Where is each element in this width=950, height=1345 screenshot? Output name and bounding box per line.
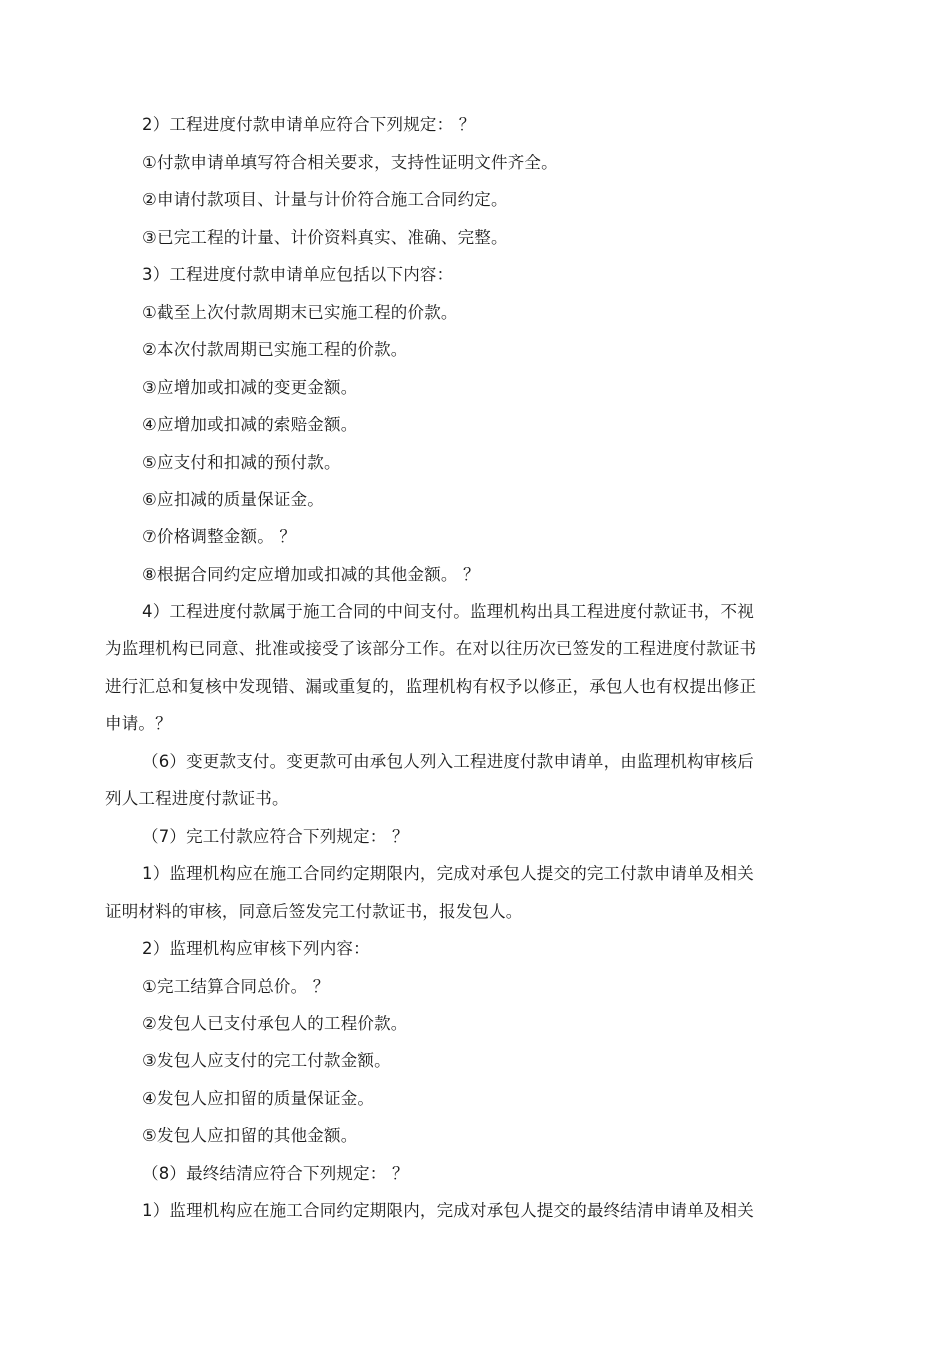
text-line: ①完工结算合同总价。 ？ [142, 977, 330, 996]
text-line: ①截至上次付款周期末已实施工程的价款。 [142, 303, 458, 322]
text-line: ⑦价格调整金额。 ？ [142, 527, 297, 546]
text-line: ②申请付款项目、计量与计价符合施工合同约定。 [142, 190, 508, 209]
text-line: 4）工程进度付款属于施工合同的中间支付。监理机构出具工程进度付款证书，不视 [142, 602, 754, 621]
text-line: 2）工程进度付款申请单应符合下列规定： ？ [142, 115, 476, 134]
text-line: ③应增加或扣减的变更金额。 [142, 378, 358, 397]
text-line: 1）监理机构应在施工合同约定期限内，完成对承包人提交的最终结清申请单及相关 [142, 1201, 754, 1220]
text-line: ⑥应扣减的质量保证金。 [142, 490, 324, 509]
text-line: （8）最终结清应符合下列规定： ？ [142, 1164, 409, 1183]
text-line: 1）监理机构应在施工合同约定期限内，完成对承包人提交的完工付款申请单及相关 [142, 864, 754, 883]
text-line: 列人工程进度付款证书。 [105, 789, 289, 808]
text-line: 证明材料的审核，同意后签发完工付款证书，报发包人。 [105, 902, 523, 921]
text-line: 申请。？ [105, 714, 172, 733]
text-line: 2）监理机构应审核下列内容： [142, 939, 370, 958]
text-line: ②发包人已支付承包人的工程价款。 [142, 1014, 408, 1033]
text-line: ④应增加或扣减的索赔金额。 [142, 415, 358, 434]
text-line: ⑤发包人应扣留的其他金额。 [142, 1126, 358, 1145]
text-line: （7）完工付款应符合下列规定： ？ [142, 827, 409, 846]
text-line: 为监理机构已同意、批准或接受了该部分工作。在对以往历次已签发的工程进度付款证书 [105, 639, 757, 658]
text-line: ①付款申请单填写符合相关要求，支持性证明文件齐全。 [142, 153, 558, 172]
text-line: ③已完工程的计量、计价资料真实、准确、完整。 [142, 228, 508, 247]
text-line: ⑧根据合同约定应增加或扣减的其他金额。 ？ [142, 565, 480, 584]
text-line: 3）工程进度付款申请单应包括以下内容： [142, 265, 454, 284]
text-line: ⑤应支付和扣减的预付款。 [142, 453, 341, 472]
text-line: ④发包人应扣留的质量保证金。 [142, 1089, 375, 1108]
text-line: （6）变更款支付。变更款可由承包人列入工程进度付款申请单，由监理机构审核后 [142, 752, 754, 771]
text-line: ③发包人应支付的完工付款金额。 [142, 1051, 391, 1070]
text-line: ②本次付款周期已实施工程的价款。 [142, 340, 408, 359]
text-line: 进行汇总和复核中发现错、漏或重复的，监理机构有权予以修正，承包人也有权提出修正 [105, 677, 757, 696]
